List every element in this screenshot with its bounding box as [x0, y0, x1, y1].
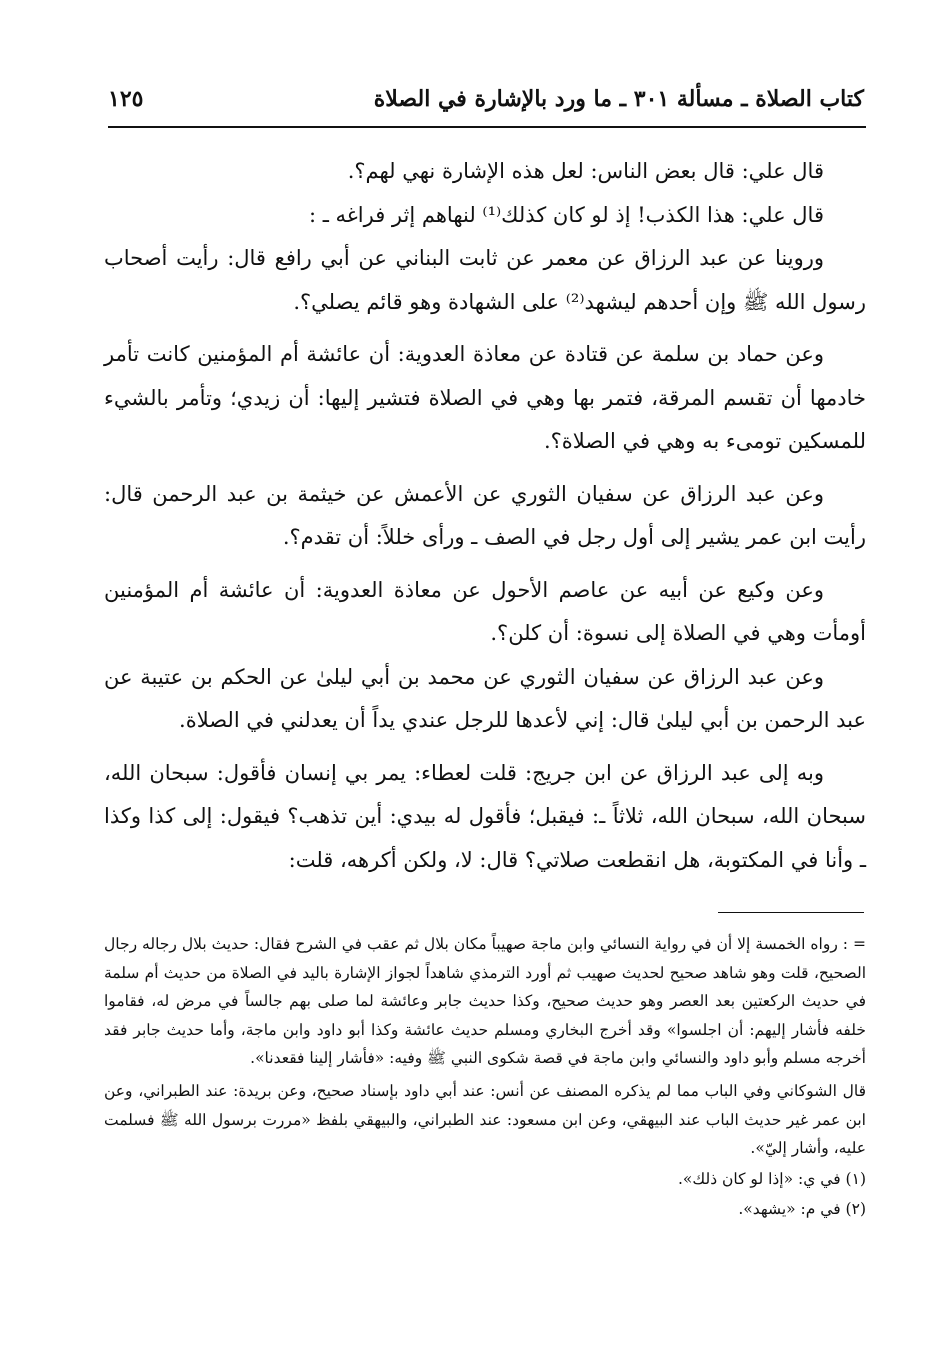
paragraph: وبه إلى عبد الرزاق عن ابن جريج: قلت لعطاء: يمر بي إنسان فأقول: سبحان الله، سبحان الله، سبحان الله، ثلاثاً ـ: فيقبل؛ فأقول له بيدي: أين تذهب؟ فيقول: إلى كذا وكذا ـ وأنا في المكتوبة، هل انقطعت صلاتي؟ قال: لا، ولكن أكرهه، قلت: — [104, 760, 866, 872]
paragraph: وعن وكيع عن أبيه عن عاصم الأحول عن معاذة العدوية: أن عائشة أم المؤمنين أومأت وهي في الصلاة إلى نسوة: أن كلن؟. — [104, 577, 866, 645]
footnotes — [104, 930, 866, 1224]
paragraph: وعن عبد الرزاق عن سفيان الثوري عن الأعمش عن خيثمة بن عبد الرحمن قال: رأيت ابن عمر يشير إلى أول رجل في الصف ـ ورأى خللاً: أن تقدم؟. — [104, 481, 866, 549]
paragraph: وعن عبد الرزاق عن سفيان الثوري عن محمد بن أبي ليلىٰ عن الحكم بن عتيبة عن عبد الرحمن بن أبي ليلىٰ قال: إني لأعدها للرجل عندي يداً أن يعدلني في الصلاة. — [104, 664, 866, 732]
paragraph: قال علي: هذا الكذب! إذ لو كان كذلك⁽¹⁾ لنهاهم إثر فراغه ـ : — [308, 202, 824, 227]
footnote-2: (٢) في م: «يشهد». — [738, 1200, 866, 1219]
header-divider — [108, 126, 866, 128]
footnote-continuation: = : رواه الخمسة إلا أن في رواية النسائي وابن ماجة صهيباً مكان بلال ثم عقب في الشرح فقال: حديث بلال رجاله رجال الصحيح، قلت وهو شاهد صحيح لحديث صهيب ثم أورد الترمذي شاهداً لجواز الإشارة باليد في الصلاة من حديث أم سلمة في حديث الركعتين بعد العصر وهو حديث صحيح، وكذا حديث جابر وعائشة لما صلى بهم جالساً في مرض له، فقاموا خلفه فأشار إليهم: أن اجلسوا» وقد أخرج البخاري ومسلم حديث عائشة وكذا أبو داود وابن ماجة، وأما حديث جابر فقد أخرجه مسلم وأبو داود والنسائي وابن ماجة في قصة شكوى النبي ﷺ وفيه: «فأشار إلينا فقعدنا». — [104, 935, 866, 1068]
running-title: كتاب الصلاة ـ مسألة ٣٠١ ـ ما ورد بالإشارة في الصلاة — [373, 86, 864, 112]
footnote-divider — [718, 912, 864, 913]
paragraph: قال علي: قال بعض الناس: لعل هذه الإشارة نهي لهم؟. — [347, 159, 824, 183]
paragraph: وعن حماد بن سلمة عن قتادة عن معاذة العدوية: أن عائشة أم المؤمنين كانت تأمر خادمها أن تقسم المرقة، فتمر بها وهي في الصلاة فتشير إليها: أن زيدي؛ وتأمر بالشيء للمسكين تومىء به وهي في الصلاة؟. — [104, 342, 866, 453]
page-number: ١٢٥ — [108, 86, 144, 112]
paragraph: وروينا عن عبد الرزاق عن معمر عن ثابت البناني عن أبي رافع قال: رأيت أصحاب رسول الله ﷺ وإن أحدهم ليشهد⁽²⁾ على الشهادة وهو قائم يصلي؟. — [104, 246, 866, 314]
running-header — [108, 82, 864, 122]
footnote-1: (١) في ي: «إذا لو كان ذلك». — [678, 1169, 866, 1188]
main-text — [104, 150, 866, 882]
footnote-shawkani: قال الشوكاني وفي الباب مما لم يذكره المصنف عن أنس: عند أبي داود بإسناد صحيح، وعن بريدة: عند الطبراني، وعن ابن عمر غير حديث الباب عند البيهقي، وعن ابن مسعود: عند الطبراني، والبيهقي بلفظ «مررت برسول الله ﷺ فسلمت عليه، وأشار إليّ». — [104, 1081, 866, 1158]
